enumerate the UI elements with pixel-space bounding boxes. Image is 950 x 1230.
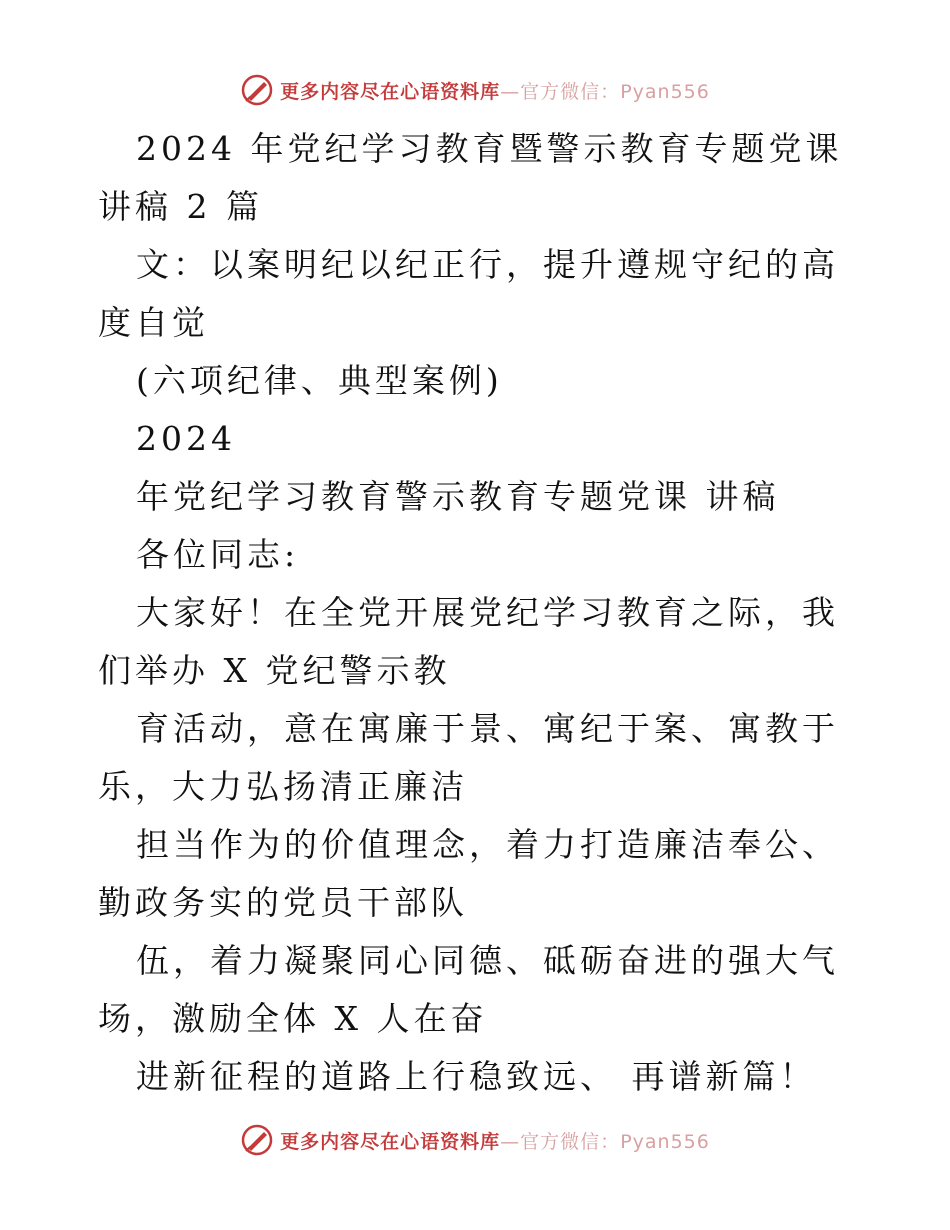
header-banner <box>0 70 950 110</box>
doc-paragraph: 进新征程的道路上行稳致远、 再谱新篇！ <box>136 1057 817 1096</box>
banner-wechat-id: Pyan556 <box>620 80 710 103</box>
doc-paragraph: 担当作为的价值理念，着力打造廉洁奉公、 勤政务实的党员干部队 <box>98 825 839 922</box>
banner-separator: —官方微信： <box>500 80 621 103</box>
banner-text <box>280 1127 710 1154</box>
quill-logo-icon <box>240 1123 274 1157</box>
doc-year: 2024 <box>136 419 236 458</box>
doc-paragraph: 大家好！在全党开展党纪学习教育之际，我们举办 X 党纪警示教 <box>98 593 839 690</box>
banner-main: 更多内容尽在心语资料库 <box>280 80 501 103</box>
doc-heading: 年党纪学习教育警示教育专题党课 讲稿 <box>136 477 780 516</box>
doc-title: 2024 年党纪学习教育暨警示教育专题党课讲稿 2 篇 <box>98 129 843 226</box>
doc-note: (六项纪律、典型案例) <box>136 361 503 400</box>
banner-text <box>280 77 710 104</box>
doc-subtitle: 文：以案明纪以纪正行，提升遵规守纪的高度自觉 <box>98 245 839 342</box>
banner-separator: —官方微信： <box>500 1130 621 1153</box>
doc-paragraph: 育活动，意在寓廉于景、寓纪于案、寓教于乐，大力弘扬清正廉洁 <box>98 709 839 806</box>
doc-paragraph: 伍，着力凝聚同心同德、砥砺奋进的强大气场，激励全体 X 人在奋 <box>98 941 839 1038</box>
doc-salutation: 各位同志: <box>136 535 300 574</box>
banner-main: 更多内容尽在心语资料库 <box>280 1130 501 1153</box>
banner-wechat-id: Pyan556 <box>620 1130 710 1153</box>
footer-banner <box>0 1120 950 1160</box>
quill-logo-icon <box>240 73 274 107</box>
document-body <box>98 120 858 1106</box>
